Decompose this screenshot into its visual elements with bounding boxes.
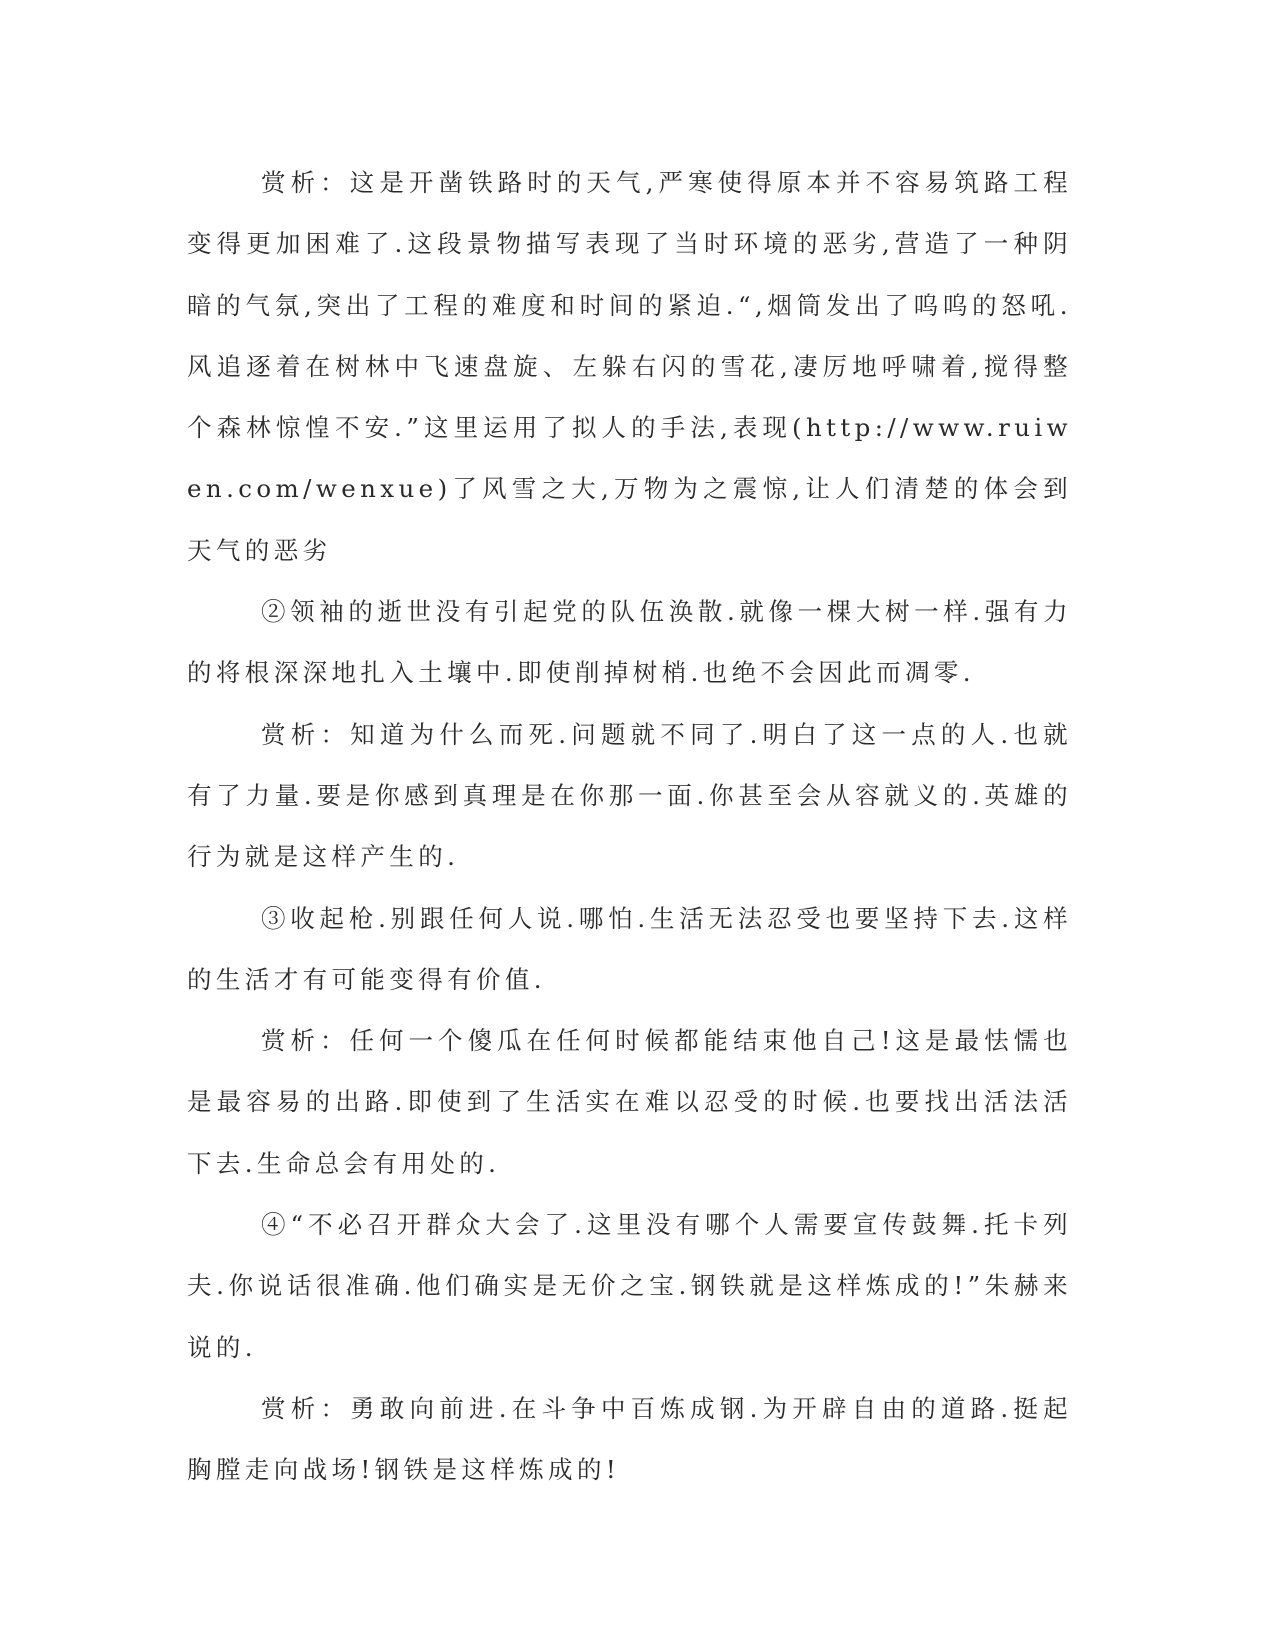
paragraph-analysis-1: 赏析：这是开凿铁路时的天气,严寒使得原本并不容易筑路工程变得更加困难了.这段景物描写表现了当时环境的恶劣,营造了一种阴暗的气氛,突出了工程的难度和时间的紧迫.“,烟筒发出了呜呜的怒吼.风追逐着在树林中飞速盘旋、左躲右闪的雪花,凄厉地呼啸着,搅得整个森林惊惶不安.”这里运用了拟人的手法,表现(http://www.ruiwen.com/wenxue)了风雪之大,万物为之震惊,让人们清楚的体会到天气的恶劣: [187, 168, 1072, 565]
paragraph-quote-4: ④“不必召开群众大会了.这里没有哪个人需要宣传鼓舞.托卡列夫.你说话很准确.他们确实是无价之宝.钢铁就是这样炼成的!”朱赫来说的.: [187, 1210, 1072, 1362]
paragraph-quote-3: ③收起枪.别跟任何人说.哪怕.生活无法忍受也要坚持下去.这样的生活才有可能变得有价值.: [187, 903, 1072, 994]
paragraph-analysis-3: 赏析：任何一个傻瓜在任何时候都能结束他自己!这是最怯懦也是最容易的出路.即使到了生活实在难以忍受的时候.也要找出活法活下去.生命总会有用处的.: [187, 1026, 1072, 1178]
paragraph-analysis-2: 赏析：知道为什么而死.问题就不同了.明白了这一点的人.也就有了力量.要是你感到真理是在你那一面.你甚至会从容就义的.英雄的行为就是这样产生的.: [187, 719, 1072, 872]
paragraph-quote-2: ②领袖的逝世没有引起党的队伍涣散.就像一棵大树一样.强有力的将根深深地扎入土壤中.即使削掉树梢.也绝不会因此而凋零.: [187, 597, 1072, 688]
paragraph-analysis-4: 赏析：勇敢向前进.在斗争中百炼成钢.为开辟自由的道路.挺起胸膛走向战场!钢铁是这样炼成的!: [187, 1393, 1072, 1485]
document-body: [187, 152, 1072, 1501]
